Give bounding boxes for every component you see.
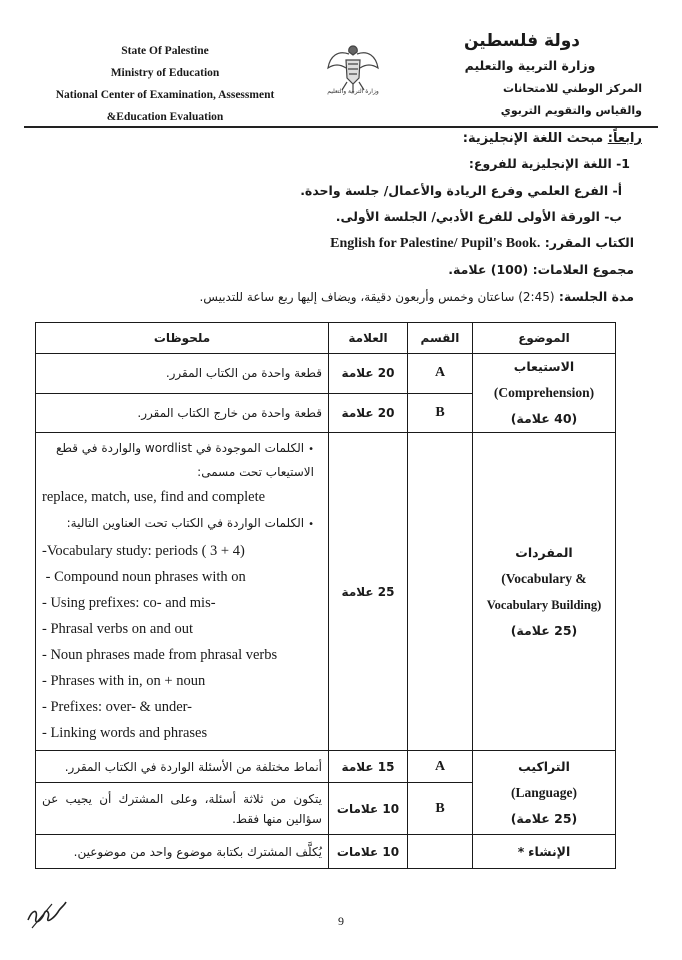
section-cell: A — [408, 751, 473, 783]
topic-writing — [473, 835, 616, 869]
mark-cell: 20 علامة — [329, 354, 408, 394]
letterhead-en-line: Ministry of Education — [110, 67, 220, 79]
letterhead-arabic — [432, 28, 642, 122]
topic-en: (Comprehension) — [493, 385, 595, 400]
letterhead-en-line: &Education Evaluation — [106, 111, 224, 123]
table-row — [36, 835, 616, 869]
mark-cell: 10 علامات — [329, 783, 408, 835]
table-row — [36, 354, 616, 394]
letterhead-english — [40, 40, 290, 128]
total-marks-value: (100) علامة. — [448, 262, 529, 277]
list-item: - Using prefixes: co- and mis- — [42, 595, 216, 611]
list-item: - Noun phrases made from phrasal verbs — [42, 647, 278, 663]
total-marks-label: مجموع العلامات: — [532, 262, 634, 277]
topic-mark: (25 علامة) — [510, 810, 578, 826]
topic-vocabulary — [473, 433, 616, 751]
mark-cell: 15 علامة — [329, 751, 408, 783]
table-header-row — [36, 323, 616, 354]
header-topic: الموضوع — [473, 323, 616, 354]
list-item: - Prefixes: over- & under- — [42, 699, 193, 715]
topic-mark: (40 علامة) — [510, 411, 578, 426]
mark-cell: 25 علامة — [329, 433, 408, 751]
header-mark: العلامة — [329, 323, 408, 354]
bullet-text: الكلمات الموجودة في wordlist والواردة في قطع الاستيعاب تحت مسمى: — [56, 441, 314, 479]
section-cell: B — [408, 783, 473, 835]
notes-cell: يتكون من ثلاثة أسئلة، وعلى المشترك أن يجيب عن سؤالين منها فقط. — [36, 783, 329, 835]
section-title-prefix: رابعاً: — [607, 131, 642, 146]
section-title-rest: مبحث اللغة الإنجليزية: — [462, 131, 604, 146]
topic-comprehension — [473, 354, 616, 433]
section-cell — [408, 835, 473, 869]
notes-cell: قطعة واحدة من خارج الكتاب المقرر. — [36, 393, 329, 433]
letterhead-en-line: State Of Palestine — [121, 45, 209, 57]
list-item: - Phrasal verbs on and out — [42, 621, 194, 637]
notes-cell — [36, 433, 329, 751]
table-row — [36, 433, 616, 751]
section-cell — [408, 433, 473, 751]
branch-b: ب- الورقة الأولى للفرع الأدبي/ الجلسة الأولى. — [335, 209, 622, 224]
notes-cell: يُكلَّف المشترك بكتابة موضوع واحد من موضوعين. — [36, 835, 329, 869]
topic-ar: التراكيب — [518, 758, 570, 774]
letterhead-ar-line: دولة فلسطين — [463, 31, 581, 51]
list-item: - Compound noun phrases with on — [42, 569, 246, 585]
bullet-text: الكلمات الواردة في الكتاب تحت العناوين التالية: — [66, 516, 305, 530]
duration-line — [199, 289, 634, 304]
bullet-icon: • — [308, 519, 314, 530]
header-notes: ملحوظات — [36, 323, 329, 354]
section-cell: A — [408, 354, 473, 394]
topic-ar: المفردات — [515, 544, 573, 560]
topic-ar: الاستيعاب — [513, 359, 575, 374]
mark-cell: 20 علامة — [329, 393, 408, 433]
emblem-caption: وزارة التربية والتعليم — [327, 88, 379, 95]
list-item: - Phrases with in, on + noun — [42, 673, 206, 689]
letterhead-ar-line: والقياس والتقويم التربوي — [500, 104, 642, 117]
topic-star: * — [517, 843, 525, 859]
textbook-line — [330, 235, 634, 252]
topic-ar: الإنشاء — [528, 843, 571, 859]
textbook-label: الكتاب المقرر: — [544, 235, 634, 250]
page-number: 9 — [338, 914, 344, 928]
letterhead-en-line: National Center of Examination, Assessment — [55, 89, 275, 101]
textbook-name: English for Palestine/ Pupil's Book. — [330, 236, 541, 251]
branch-a: أ- الفرع العلمي وفرع الريادة والأعمال/ جلسة واحدة. — [300, 183, 622, 198]
duration-label: مدة الجلسة: — [558, 289, 634, 304]
item-english-branches: 1- اللغة الإنجليزية للفروع: — [468, 156, 630, 171]
mark-cell: 10 علامات — [329, 835, 408, 869]
section-title — [463, 131, 642, 146]
list-item: - Linking words and phrases — [42, 725, 208, 741]
notes-bullet — [42, 437, 322, 484]
duration-value: (2:45) ساعتان وخمس وأربعون دقيقة، ويضاف إليها ربع ساعة للتدبيس. — [199, 290, 555, 304]
total-marks-line — [448, 262, 634, 277]
topic-mark: (25 علامة) — [510, 622, 578, 638]
topic-en: (Language) — [510, 784, 577, 800]
topic-en: Vocabulary Building) — [486, 597, 602, 612]
list-item: -Vocabulary study: periods ( 3 + 4) — [42, 543, 245, 559]
table-row — [36, 751, 616, 783]
letterhead-ar-line: وزارة التربية والتعليم — [464, 58, 596, 73]
topic-en: (Vocabulary & — [501, 570, 587, 586]
notes-bullet — [42, 510, 322, 538]
bullet-icon: • — [308, 444, 314, 455]
notes-cell: قطعة واحدة من الكتاب المقرر. — [36, 354, 329, 394]
topic-language — [473, 751, 616, 835]
section-cell: B — [408, 393, 473, 433]
header-section: القسم — [408, 323, 473, 354]
exam-distribution-table — [35, 322, 616, 869]
notes-en-line: replace, match, use, find and complete — [42, 489, 266, 505]
letterhead-ar-line: المركز الوطني للامتحانات — [503, 82, 642, 95]
notes-cell: أنماط مختلفة من الأسئلة الواردة في الكتاب المقرر. — [36, 751, 329, 783]
header-divider — [24, 126, 658, 128]
